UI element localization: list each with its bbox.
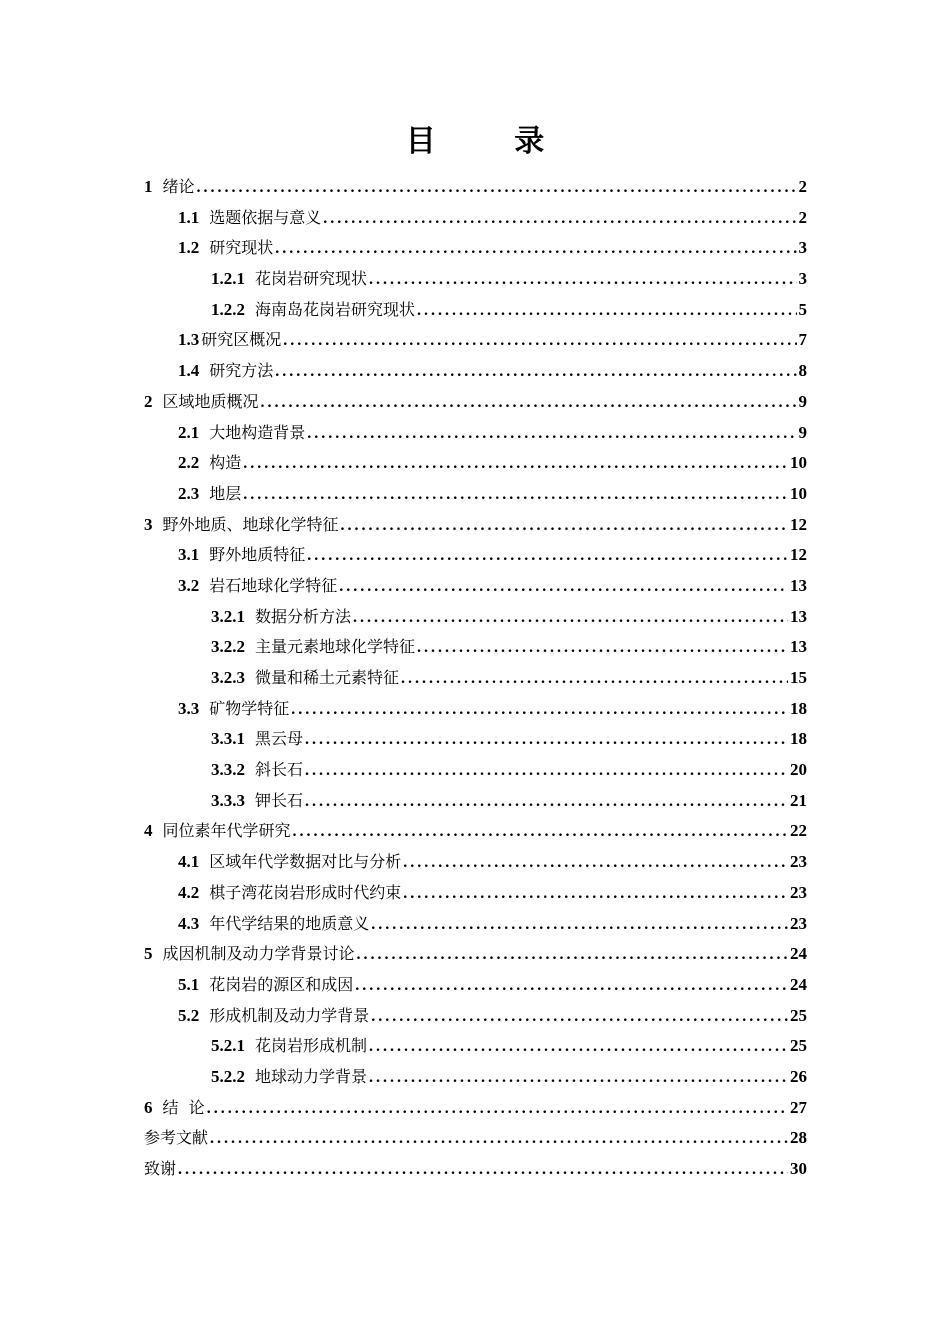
toc-entry-title: 主量元素地球化学特征 [255, 637, 416, 657]
toc-dot-leader [369, 265, 796, 296]
toc-entry-number: 3.2.3 [211, 668, 245, 687]
toc-entry-page: 2 [798, 177, 807, 196]
toc-dot-leader [417, 296, 796, 327]
toc-entry-page: 5 [798, 299, 807, 319]
toc-entry-title: 海南岛花岗岩研究现状 [255, 299, 416, 319]
toc-entry-title: 花岗岩研究现状 [255, 269, 368, 289]
toc-entry-page: 23 [790, 882, 807, 902]
toc-entry-number: 3.2.2 [211, 637, 245, 657]
toc-entry-title: 斜长石 [255, 760, 304, 780]
toc-entry-page: 18 [790, 729, 807, 749]
toc-entry[interactable] [144, 909, 807, 940]
toc-entry-page: 28 [790, 1128, 807, 1148]
toc-entry-page: 13 [790, 606, 807, 626]
toc-entry[interactable] [144, 878, 807, 909]
toc-entry-number: 2.2 [178, 453, 200, 473]
toc-entry-page: 20 [790, 760, 807, 780]
toc-title: 目 录 [405, 124, 579, 159]
toc-entry-title: 年代学结果的地质意义 [209, 913, 370, 933]
toc-entry-number: 2.1 [178, 422, 200, 442]
toc-entry[interactable] [144, 1031, 807, 1062]
toc-entry[interactable] [144, 1062, 807, 1093]
toc-entry[interactable] [144, 755, 807, 786]
toc-entry-page: 15 [790, 668, 807, 687]
toc-entry-number: 2 [144, 391, 153, 411]
toc-entry-title: 矿物学特征 [209, 698, 290, 718]
toc-entry-title: 棋子湾花岗岩形成时代约束 [209, 882, 402, 902]
toc-entry-page: 26 [790, 1066, 807, 1086]
toc-entry-title: 数据分析方法 [255, 606, 352, 626]
toc-entry-page: 25 [790, 1036, 807, 1056]
toc-dot-leader [371, 1002, 788, 1033]
toc-dot-leader [403, 879, 788, 910]
toc-entry[interactable] [144, 387, 807, 418]
toc-entry[interactable] [144, 479, 807, 510]
toc-entry-title: 同位素年代学研究 [162, 821, 291, 841]
toc-entry-number: 3.1 [178, 545, 200, 565]
toc-entry-title: 地层 [209, 483, 242, 503]
toc-dot-leader [305, 787, 788, 818]
toc-entry-title: 致谢 [144, 1159, 177, 1178]
toc-entry-number: 4.2 [178, 882, 200, 902]
toc-dot-leader [243, 449, 788, 480]
toc-entry-title: 花岗岩的源区和成因 [209, 974, 354, 994]
toc-entry-page: 27 [790, 1097, 807, 1117]
toc-entry[interactable] [144, 786, 807, 817]
toc-entry-page: 3 [798, 238, 807, 258]
toc-dot-leader [339, 572, 788, 603]
toc-entry-number: 1.1 [178, 207, 200, 227]
toc-entry-page: 9 [798, 391, 807, 411]
toc-entry-page: 23 [790, 852, 807, 872]
toc-entry-number: 3.3.2 [211, 760, 245, 780]
toc-entry-page: 13 [790, 637, 807, 657]
toc-dot-leader [275, 234, 796, 265]
toc-entry[interactable] [144, 325, 807, 356]
toc-dot-leader [357, 940, 788, 971]
toc-entry-number: 5.1 [178, 974, 200, 994]
toc-entry-title: 区域年代学数据对比与分析 [209, 852, 402, 872]
toc-entry[interactable] [144, 295, 807, 326]
toc-entry-number: 3.2 [178, 575, 200, 595]
toc-entry[interactable] [144, 264, 807, 295]
toc-entry[interactable] [144, 571, 807, 602]
toc-dot-leader [371, 910, 788, 941]
toc-dot-leader [178, 1155, 788, 1186]
toc-entry[interactable] [144, 663, 807, 694]
toc-entry-title: 成因机制及动力学背景讨论 [162, 944, 355, 964]
toc-entry-number: 1.2 [178, 238, 200, 258]
toc-entry-page: 18 [790, 698, 807, 718]
toc-entry-page: 2 [798, 207, 807, 227]
toc-entry[interactable] [144, 510, 807, 541]
toc-entry-title: 大地构造背景 [209, 422, 306, 442]
toc-dot-leader [403, 848, 788, 879]
toc-dot-leader [323, 204, 796, 235]
toc-entry-title: 黑云母 [255, 729, 304, 749]
toc-entry-number: 1.2.2 [211, 299, 245, 319]
toc-entry-number: 1.4 [178, 361, 200, 381]
toc-entry-page: 24 [790, 944, 807, 964]
toc-entry[interactable] [144, 602, 807, 633]
toc-entry-title: 岩石地球化学特征 [209, 575, 338, 595]
toc-dot-leader [293, 817, 788, 848]
toc-entry[interactable] [144, 418, 807, 449]
toc-entry-title: 研究现状 [209, 238, 274, 258]
toc-entry[interactable] [144, 203, 807, 234]
toc-entry-number: 4 [144, 821, 153, 841]
toc-entry-number: 1 [144, 177, 153, 196]
toc-dot-leader [243, 480, 788, 511]
toc-dot-leader [355, 971, 788, 1002]
toc-entry-page: 7 [798, 330, 807, 350]
toc-dot-leader [261, 388, 797, 419]
toc-entry-number: 6 [144, 1097, 153, 1117]
toc-entry-page: 9 [798, 422, 807, 442]
toc-entry-title: 参考文献 [144, 1128, 209, 1148]
toc-entry-page: 22 [790, 821, 807, 841]
toc-dot-leader [283, 326, 796, 357]
toc-entry-number: 1.3 [178, 330, 200, 350]
toc-entry[interactable] [144, 1001, 807, 1032]
toc-entry[interactable] [144, 847, 807, 878]
toc-dot-leader [369, 1032, 788, 1063]
toc-dot-leader [401, 664, 788, 695]
toc-entry-title: 花岗岩形成机制 [255, 1036, 368, 1056]
toc-entry-number: 5.2.1 [211, 1036, 245, 1056]
toc-entry[interactable] [144, 694, 807, 725]
toc-entry[interactable] [144, 816, 807, 847]
toc-entry-title: 选题依据与意义 [209, 207, 322, 227]
toc-entry[interactable] [144, 540, 807, 571]
toc-entry-number: 5.2 [178, 1005, 200, 1025]
toc-entry[interactable] [144, 724, 807, 755]
toc-dot-leader [305, 725, 788, 756]
toc-entry-title: 绪论 [162, 177, 195, 196]
toc-entry-page: 12 [790, 514, 807, 534]
toc-entry-number: 5.2.2 [211, 1066, 245, 1086]
toc-entry-number: 2.3 [178, 483, 200, 503]
toc-entry-page: 12 [790, 545, 807, 565]
toc-entry-title: 野外地质特征 [209, 545, 306, 565]
toc-entry-title: 区域地质概况 [162, 391, 259, 411]
toc-entry-title: 形成机制及动力学背景 [209, 1005, 370, 1025]
toc-entry-number: 5 [144, 944, 153, 964]
toc-dot-leader [353, 603, 788, 634]
toc-entry-title: 结 论 [162, 1097, 205, 1117]
toc-entry-page: 23 [790, 913, 807, 933]
toc-dot-leader [275, 357, 796, 388]
toc-entry-title: 构造 [209, 453, 242, 473]
toc-entry[interactable] [144, 1093, 807, 1124]
toc-entry-title: 地球动力学背景 [255, 1066, 368, 1086]
toc-dot-leader [291, 695, 788, 726]
toc-entry[interactable] [144, 1154, 807, 1185]
toc-entry-page: 10 [790, 453, 807, 473]
toc-entry-page: 21 [790, 790, 807, 810]
toc-entry[interactable] [144, 356, 807, 387]
toc-dot-leader [305, 756, 788, 787]
toc-entry-number: 1.2.1 [211, 269, 245, 289]
toc-entry-number: 4.1 [178, 852, 200, 872]
toc-entry[interactable] [144, 172, 807, 203]
toc-dot-leader [210, 1124, 788, 1155]
toc-entry[interactable] [144, 448, 807, 479]
toc-entry[interactable] [144, 233, 807, 264]
toc-entry-number: 3 [144, 514, 153, 534]
toc-entry[interactable] [144, 1123, 807, 1154]
toc-entry-number: 3.3.1 [211, 729, 245, 749]
toc-dot-leader [197, 173, 797, 204]
toc-entry-title: 野外地质、地球化学特征 [162, 514, 339, 534]
toc-dot-leader [307, 541, 788, 572]
toc-entry-title: 研究区概况 [201, 330, 282, 350]
toc-entry-number: 3.2.1 [211, 606, 245, 626]
toc-dot-leader [341, 511, 788, 542]
toc-entry[interactable] [144, 970, 807, 1001]
toc-entry-page: 13 [790, 575, 807, 595]
toc-entry-page: 24 [790, 974, 807, 994]
toc-entry-page: 3 [798, 269, 807, 289]
toc-entry-page: 10 [790, 483, 807, 503]
toc-dot-leader [369, 1063, 788, 1094]
toc-entry-title: 研究方法 [209, 361, 274, 381]
toc-entry-number: 4.3 [178, 913, 200, 933]
toc-entry-page: 30 [790, 1159, 807, 1178]
toc-entry-page: 25 [790, 1005, 807, 1025]
toc-entry-number: 3.3 [178, 698, 200, 718]
toc-entry[interactable] [144, 632, 807, 663]
toc-entry-title: 钾长石 [255, 790, 304, 810]
toc-entry-page: 8 [798, 361, 807, 381]
toc-entry-title: 微量和稀土元素特征 [255, 668, 400, 687]
toc-entry[interactable] [144, 939, 807, 970]
toc-list [144, 172, 807, 1185]
toc-dot-leader [307, 419, 796, 450]
toc-entry-number: 3.3.3 [211, 790, 245, 810]
toc-dot-leader [417, 633, 788, 664]
toc-dot-leader [207, 1094, 788, 1125]
